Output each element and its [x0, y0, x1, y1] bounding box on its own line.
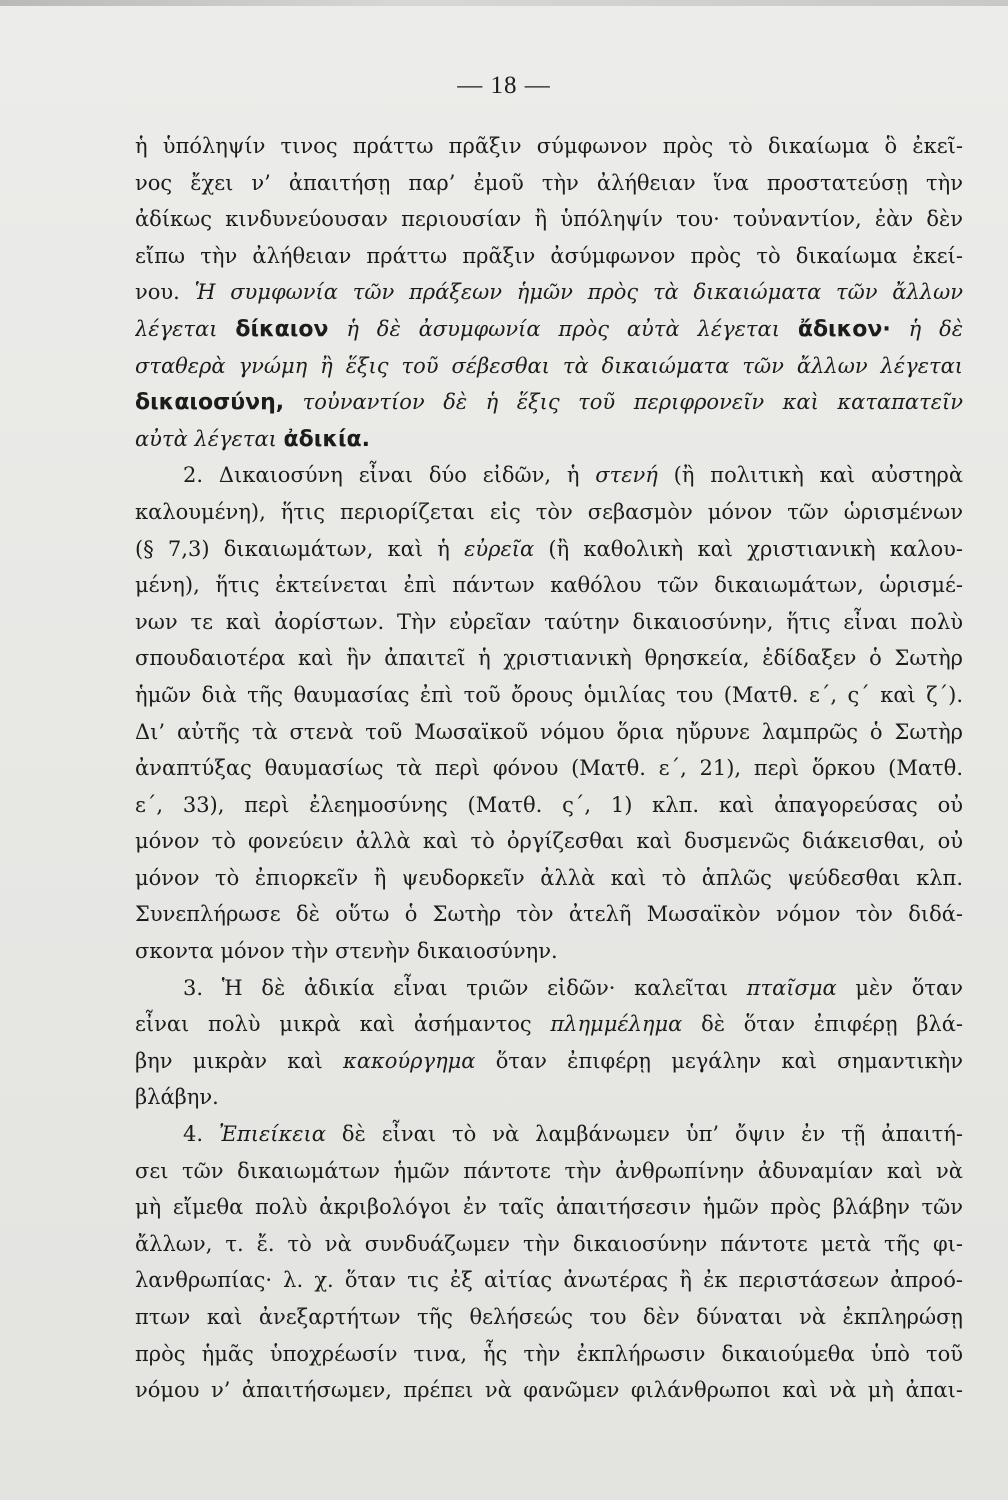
- text-line: [135, 1153, 963, 1190]
- text-segment: βην μικρὰν καὶ: [135, 1048, 344, 1073]
- text-segment: ἀδίκως κινδυνεύουσαν περιουσίαν ἢ ὑπόληψίν του· τοὐναντίον, ἐὰν δὲν: [135, 207, 963, 232]
- text-line: [135, 970, 963, 1007]
- text-segment: ἡ ὑπόληψίν τινος πράττω πρᾶξιν σύμφωνον πρὸς τὸ δικαίωμα ὃ ἐκεῖ-: [135, 134, 963, 158]
- text-line: [135, 1336, 963, 1373]
- text-segment: μένη), ἥτις ἐκτείνεται ἐπὶ πάντων καθόλου τῶν δικαιωμάτων, ὡρισμέ-: [135, 573, 963, 598]
- text-segment: νου.: [135, 280, 195, 305]
- text-segment: εἴπω τὴν ἀλήθειαν πράττω πρᾶξιν ἀσύμφωνον πρὸς τὸ δικαίωμα ἐκεί-: [135, 243, 963, 268]
- text-line: [135, 640, 963, 677]
- text-segment: ἡμῶν διὰ τῆς θαυμασίας ἐπὶ τοῦ ὄρους ὁμιλίας του (Ματθ. ε΄, ς΄ καὶ ζ΄).: [135, 682, 963, 707]
- text-line: [135, 274, 963, 311]
- italic-text: πταῖσμα: [746, 975, 837, 1000]
- text-line: [135, 238, 963, 275]
- text-segment: (ἢ καθολικὴ καὶ χριστιανικὴ καλου-: [534, 536, 963, 561]
- text-segment: (ἢ πολιτικὴ καὶ αὐστηρὰ: [657, 463, 963, 488]
- bold-term: ἄδικον·: [797, 316, 891, 342]
- text-segment: 2. Δικαιοσύνη εἶναι δύο εἰδῶν, ἡ: [183, 463, 596, 488]
- text-line: [135, 421, 963, 458]
- italic-text: εὐρεῖα: [464, 536, 535, 561]
- text-line: [135, 494, 963, 531]
- italic-text: Ἐπιείκεια: [219, 1122, 326, 1147]
- text-segment: Δι’ αὐτῆς τὰ στενὰ τοῦ Μωσαϊκοῦ νόμου ὅρια ηὔρυνε λαμπρῶς ὁ Σωτὴρ: [135, 719, 963, 744]
- text-segment: λανθρωπίας· λ. χ. ὅταν τις ἐξ αἰτίας ἀνωτέρας ἢ ἐκ περιστάσεων ἀπροό-: [135, 1268, 963, 1293]
- text-segment: ἀναπτύξας θαυμασίως τὰ περὶ φόνου (Ματθ. ε΄, 21), περὶ ὅρκου (Ματθ.: [135, 756, 963, 781]
- italic-text: Ἡ συμφωνία τῶν πράξεων ἡμῶν πρὸς τὰ δικαιώματα τῶν ἄλλων: [194, 280, 963, 305]
- italic-text: αὐτὰ λέγεται: [135, 426, 284, 451]
- text-segment: ε΄, 33), περὶ ἐλεημοσύνης (Ματθ. ς΄, 1) κλπ. καὶ ἀπαγορεύσας οὐ: [135, 792, 963, 817]
- text-segment: μόνον τὸ ἐπιορκεῖν ἢ ψευδορκεῖν ἀλλὰ καὶ τὸ ἁπλῶς ψεύδεσθαι κλπ.: [135, 865, 963, 890]
- text-line: [135, 311, 963, 348]
- text-segment: σκοντα μόνον τὴν στενὴν δικαιοσύνην.: [135, 939, 558, 964]
- text-segment: δὲ εἶναι τὸ νὰ λαμβάνωμεν ὑπ’ ὄψιν ἐν τῇ ἀπαιτή-: [325, 1122, 963, 1147]
- text-line: [135, 1043, 963, 1080]
- text-line: [135, 1079, 963, 1116]
- bold-term: δικαιοσύνη,: [135, 390, 285, 416]
- text-line: [135, 1372, 963, 1409]
- text-line: [135, 714, 963, 751]
- text-segment: καλουμένη), ἥτις περιορίζεται εἰς τὸν σεβασμὸν μόνον τῶν ὡρισμένων: [135, 499, 963, 524]
- text-line: [135, 787, 963, 824]
- page-number: — 18 —: [457, 72, 551, 99]
- text-segment: σπουδαιοτέρα καὶ ἣν ἀπαιτεῖ ἡ χριστιανικὴ θρησκεία, ἐδίδαξεν ὁ Σωτὴρ: [135, 646, 963, 671]
- text-line: [135, 1299, 963, 1336]
- text-line: [135, 823, 963, 860]
- text-segment: νόμου ν’ ἀπαιτήσωμεν, πρέπει νὰ φανῶμεν φιλάνθρωποι καὶ νὰ μὴ ἀπαι-: [135, 1378, 963, 1403]
- text-segment: μόνον τὸ φονεύειν ἀλλὰ καὶ τὸ ὀργίζεσθαι καὶ δυσμενῶς διάκεισθαι, οὐ: [135, 829, 963, 854]
- text-segment: 3. Ἡ δὲ ἀδικία εἶναι τριῶν εἰδῶν· καλεῖται: [183, 975, 747, 1000]
- text-segment: δὲ ὅταν ἐπιφέρῃ βλά-: [682, 1012, 963, 1037]
- bold-term: ἀδικία.: [283, 426, 371, 452]
- text-segment: εἶναι πολὺ μικρὰ καὶ ἀσήμαντος: [135, 1012, 551, 1037]
- text-line: [135, 457, 963, 494]
- text-line: [135, 896, 963, 933]
- italic-text: ἡ δὲ: [890, 316, 963, 341]
- text-segment: σει τῶν δικαιωμάτων ἡμῶν πάντοτε τὴν ἀνθρωπίνην ἀδυναμίαν καὶ νὰ: [135, 1158, 963, 1183]
- italic-text: κακούργημα: [343, 1048, 476, 1073]
- text-line: [135, 677, 963, 714]
- italic-text: ἡ δὲ ἀσυμφωνία πρὸς αὐτὰ λέγεται: [328, 316, 798, 341]
- text-segment: Συνεπλήρωσε δὲ οὕτω ὁ Σωτὴρ τὸν ἀτελῆ Μωσαϊκὸν νόμον τὸν διδά-: [135, 902, 963, 927]
- text-line: [135, 384, 963, 421]
- text-line: [135, 1116, 963, 1153]
- text-line: [135, 1006, 963, 1043]
- text-line: [135, 348, 963, 385]
- text-line: [135, 165, 963, 202]
- text-segment: μὴ εἴμεθα πολὺ ἀκριβολόγοι ἐν ταῖς ἀπαιτήσεσιν ἡμῶν πρὸς βλάβην τῶν: [135, 1195, 963, 1220]
- text-segment: (§ 7,3) δικαιωμάτων, καὶ ἡ: [135, 536, 465, 561]
- italic-text: σταθερὰ γνώμη ἢ ἕξις τοῦ σέβεσθαι τὰ δικαιώματα τῶν ἄλλων λέγεται: [135, 353, 963, 378]
- text-segment: βλάβην.: [135, 1085, 219, 1110]
- italic-text: στενή: [595, 463, 658, 488]
- text-segment: νων τε καὶ ἀορίστων. Τὴν εὐρεῖαν ταύτην δικαιοσύνην, ἥτις εἶναι πολὺ: [135, 609, 963, 634]
- text-line: [135, 1262, 963, 1299]
- bold-term: δίκαιον: [235, 316, 329, 342]
- text-line: [135, 860, 963, 897]
- text-line: [135, 531, 963, 568]
- text-line: [135, 567, 963, 604]
- text-segment: πρὸς ἡμᾶς ὑποχρέωσίν τινα, ἧς τὴν ἐκπλήρωσιν δικαιούμεθα ὑπὸ τοῦ: [135, 1341, 963, 1366]
- text-line: [135, 933, 963, 970]
- text-segment: μὲν ὅταν: [836, 975, 963, 1000]
- italic-text: λέγεται: [135, 316, 236, 341]
- text-line: [135, 201, 963, 238]
- italic-text: τοὐναντίον δὲ ἡ ἕξις τοῦ περιφρονεῖν καὶ καταπατεῖν: [284, 390, 963, 415]
- text-segment: 4.: [183, 1122, 220, 1147]
- text-segment: ἄλλων, τ. ἔ. τὸ νὰ συνδυάζωμεν τὴν δικαιοσύνην πάντοτε μετὰ τῆς φι-: [135, 1231, 963, 1256]
- text-line: [135, 750, 963, 787]
- text-line: [135, 604, 963, 641]
- italic-text: πλημμέλημα: [550, 1012, 683, 1037]
- text-line: [135, 128, 963, 165]
- text-segment: νος ἔχει ν’ ἀπαιτήσῃ παρ’ ἐμοῦ τὴν ἀλήθειαν ἵνα προστατεύσῃ τὴν: [135, 170, 963, 195]
- page-top-edge: [0, 0, 1008, 6]
- text-line: [135, 1226, 963, 1263]
- text-segment: ὅταν ἐπιφέρῃ μεγάλην καὶ σημαντικὴν: [475, 1048, 963, 1073]
- body-text: [135, 128, 963, 1409]
- text-segment: πτων καὶ ἀνεξαρτήτων τῆς θελήσεώς του δὲν δύναται νὰ ἐκπληρώσῃ: [135, 1305, 963, 1329]
- text-line: [135, 1189, 963, 1226]
